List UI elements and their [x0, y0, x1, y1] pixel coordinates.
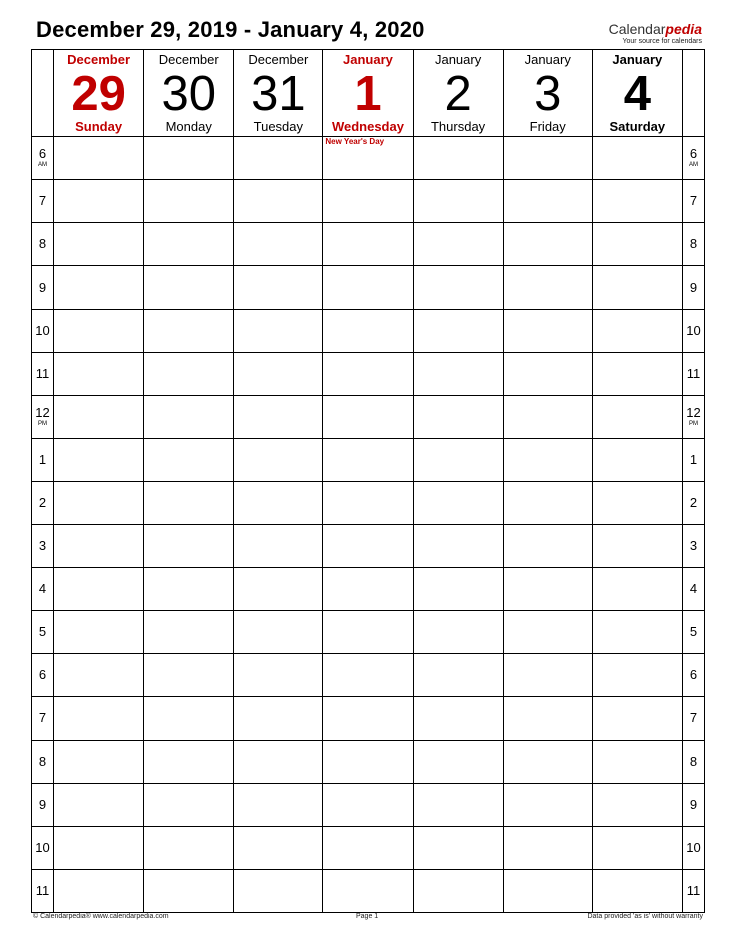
hour-number: 10	[35, 839, 50, 855]
hour-number: 11	[35, 365, 50, 381]
day-header-wednesday[interactable]	[323, 50, 413, 137]
time-label-right	[682, 568, 704, 611]
hour-number: 12	[35, 404, 50, 420]
time-slot-cell[interactable]	[503, 395, 592, 438]
hour-row	[32, 438, 705, 481]
time-slot-cell[interactable]	[323, 180, 413, 223]
hour-row	[32, 611, 705, 654]
time-slot-cell[interactable]	[234, 611, 323, 654]
time-slot-cell[interactable]	[503, 266, 592, 309]
time-slot-cell[interactable]	[54, 223, 144, 266]
time-slot-cell[interactable]	[413, 438, 503, 481]
hour-number: 1	[689, 451, 698, 467]
time-slot-cell[interactable]	[54, 869, 144, 912]
day-number: 3	[534, 67, 562, 121]
time-slot-cell[interactable]	[323, 697, 413, 740]
time-slot-cell[interactable]	[54, 740, 144, 783]
time-slot-cell[interactable]	[503, 826, 592, 869]
time-label-left	[32, 180, 54, 223]
time-slot-cell[interactable]	[234, 481, 323, 524]
time-slot-cell[interactable]	[503, 525, 592, 568]
month-label: January	[343, 52, 393, 67]
time-label-left	[32, 352, 54, 395]
time-slot-cell[interactable]	[323, 783, 413, 826]
time-slot-cell[interactable]	[234, 568, 323, 611]
time-slot-cell[interactable]	[592, 395, 682, 438]
time-slot-cell[interactable]	[234, 697, 323, 740]
hour-row	[32, 395, 705, 438]
weekday-label: Wednesday	[331, 119, 404, 134]
time-label-left	[32, 697, 54, 740]
time-slot-cell[interactable]	[144, 783, 234, 826]
time-slot-cell[interactable]	[503, 654, 592, 697]
time-slot-cell[interactable]	[323, 869, 413, 912]
time-label-left	[32, 266, 54, 309]
time-slot-cell[interactable]	[54, 395, 144, 438]
time-slot-cell[interactable]	[234, 525, 323, 568]
time-label-right	[682, 137, 704, 180]
time-slot-cell[interactable]	[144, 266, 234, 309]
time-slot-cell[interactable]	[503, 783, 592, 826]
header-corner-right	[682, 50, 704, 137]
time-slot-cell[interactable]	[54, 137, 144, 180]
time-slot-cell[interactable]	[503, 568, 592, 611]
time-slot-cell[interactable]	[234, 654, 323, 697]
time-label-left	[32, 654, 54, 697]
time-label-left	[32, 740, 54, 783]
hour-number: 10	[686, 322, 701, 338]
time-slot-cell[interactable]	[234, 352, 323, 395]
time-slot-cell[interactable]	[592, 869, 682, 912]
time-label-right	[682, 266, 704, 309]
hour-row	[32, 740, 705, 783]
time-slot-cell[interactable]	[144, 740, 234, 783]
time-label-left	[32, 137, 54, 180]
time-slot-cell[interactable]	[592, 223, 682, 266]
time-slot-cell[interactable]	[144, 352, 234, 395]
day-number: 1	[354, 67, 382, 121]
footer-disclaimer: Data provided 'as is' without warranty	[587, 913, 703, 920]
hour-number: 7	[689, 710, 698, 726]
am-pm-marker: AM	[688, 162, 698, 169]
hour-row	[32, 352, 705, 395]
time-slot-cell[interactable]	[54, 525, 144, 568]
time-slot-cell[interactable]	[413, 611, 503, 654]
time-slot-cell[interactable]	[54, 783, 144, 826]
day-number: 2	[444, 67, 472, 121]
month-label: December	[158, 52, 219, 67]
time-label-left	[32, 525, 54, 568]
time-slot-cell[interactable]	[234, 223, 323, 266]
time-label-left	[32, 826, 54, 869]
hour-number: 7	[38, 193, 47, 209]
time-slot-cell[interactable]	[413, 223, 503, 266]
time-slot-cell[interactable]	[413, 266, 503, 309]
weekday-label: Friday	[529, 119, 566, 134]
hour-number: 8	[38, 236, 47, 252]
time-slot-cell[interactable]	[144, 869, 234, 912]
brand-tagline: Your source for calendars	[622, 38, 702, 45]
time-slot-cell[interactable]	[54, 309, 144, 352]
time-slot-cell[interactable]	[592, 826, 682, 869]
time-slot-cell[interactable]	[144, 438, 234, 481]
time-slot-cell[interactable]	[592, 481, 682, 524]
time-slot-cell[interactable]	[592, 611, 682, 654]
time-slot-cell[interactable]	[54, 697, 144, 740]
hour-number: 2	[689, 494, 698, 510]
hour-number: 12	[686, 404, 701, 420]
hour-number: 10	[686, 839, 701, 855]
time-slot-cell[interactable]	[592, 740, 682, 783]
am-pm-marker: PM	[38, 420, 48, 427]
time-label-left	[32, 438, 54, 481]
time-label-right	[682, 525, 704, 568]
time-slot-cell[interactable]	[54, 826, 144, 869]
time-slot-cell[interactable]	[592, 697, 682, 740]
time-label-right	[682, 783, 704, 826]
brand-logo[interactable]	[609, 22, 702, 45]
hour-row	[32, 180, 705, 223]
time-slot-cell[interactable]	[503, 137, 592, 180]
time-slot-cell[interactable]	[234, 783, 323, 826]
time-slot-cell[interactable]	[413, 654, 503, 697]
hour-number: 3	[689, 538, 698, 554]
hour-row	[32, 783, 705, 826]
time-slot-cell[interactable]	[234, 740, 323, 783]
time-label-right	[682, 223, 704, 266]
day-header-thursday[interactable]	[413, 50, 503, 137]
hour-number: 8	[689, 236, 698, 252]
time-label-right	[682, 654, 704, 697]
hour-number: 3	[38, 538, 47, 554]
time-slot-cell[interactable]	[413, 826, 503, 869]
time-slot-cell[interactable]	[144, 395, 234, 438]
time-label-right	[682, 438, 704, 481]
time-slot-cell[interactable]	[234, 309, 323, 352]
weekly-schedule-grid	[31, 49, 705, 913]
time-slot-cell[interactable]	[234, 266, 323, 309]
time-slot-cell[interactable]	[592, 783, 682, 826]
time-slot-cell[interactable]	[503, 180, 592, 223]
footer-page-number: Page 1	[356, 913, 379, 920]
hour-number: 4	[689, 581, 698, 597]
time-label-left	[32, 309, 54, 352]
day-header-tuesday[interactable]	[234, 50, 323, 137]
time-slot-cell[interactable]	[413, 697, 503, 740]
time-label-right	[682, 309, 704, 352]
time-slot-cell[interactable]	[323, 309, 413, 352]
time-slot-cell[interactable]	[323, 438, 413, 481]
time-slot-cell[interactable]	[234, 137, 323, 180]
time-slot-cell[interactable]	[503, 697, 592, 740]
hour-number: 1	[38, 451, 47, 467]
weekday-label: Sunday	[75, 119, 123, 134]
time-label-right	[682, 740, 704, 783]
time-slot-cell[interactable]	[323, 826, 413, 869]
hour-row	[32, 568, 705, 611]
time-slot-cell[interactable]	[503, 869, 592, 912]
am-pm-marker: PM	[688, 420, 698, 427]
time-slot-cell[interactable]	[234, 826, 323, 869]
hour-number: 9	[689, 279, 698, 295]
time-slot-cell[interactable]	[54, 352, 144, 395]
time-slot-cell[interactable]	[323, 352, 413, 395]
time-slot-cell[interactable]	[503, 438, 592, 481]
time-slot-cell[interactable]	[54, 438, 144, 481]
hour-number: 5	[38, 624, 47, 640]
time-slot-cell[interactable]	[503, 223, 592, 266]
time-slot-cell[interactable]	[323, 525, 413, 568]
time-slot-cell[interactable]	[323, 266, 413, 309]
weekday-label: Monday	[165, 119, 212, 134]
hour-number: 7	[689, 193, 698, 209]
time-slot-cell[interactable]	[54, 654, 144, 697]
holiday-label: New Year's Day	[325, 137, 385, 147]
footer-copyright: © Calendarpedia® www.calendarpedia.com	[33, 913, 169, 920]
time-slot-cell[interactable]	[144, 180, 234, 223]
time-slot-cell[interactable]	[592, 137, 682, 180]
time-slot-cell[interactable]	[413, 481, 503, 524]
hour-row	[32, 309, 705, 352]
hour-number: 6	[38, 667, 47, 683]
hour-number: 11	[35, 882, 50, 898]
time-slot-cell[interactable]	[144, 137, 234, 180]
day-header-sunday[interactable]	[54, 50, 144, 137]
hour-number: 11	[686, 882, 701, 898]
brand-name-main: Calendar	[608, 21, 666, 37]
time-slot-cell[interactable]	[592, 525, 682, 568]
hour-row	[32, 481, 705, 524]
time-slot-cell[interactable]	[144, 611, 234, 654]
hour-number: 2	[38, 494, 47, 510]
time-slot-cell[interactable]	[592, 568, 682, 611]
day-header-friday[interactable]	[503, 50, 592, 137]
hour-number: 10	[35, 322, 50, 338]
time-slot-cell[interactable]	[413, 180, 503, 223]
hour-number: 8	[689, 753, 698, 769]
hour-row	[32, 869, 705, 912]
day-number: 30	[161, 67, 216, 121]
time-label-right	[682, 869, 704, 912]
time-slot-cell[interactable]	[234, 438, 323, 481]
time-slot-cell[interactable]	[54, 180, 144, 223]
hour-row	[32, 697, 705, 740]
time-label-left	[32, 395, 54, 438]
time-slot-cell[interactable]	[323, 611, 413, 654]
time-slot-cell[interactable]	[144, 654, 234, 697]
hour-row	[32, 137, 705, 180]
month-label: January	[524, 52, 571, 67]
time-slot-cell[interactable]	[323, 654, 413, 697]
time-slot-cell[interactable]	[592, 266, 682, 309]
time-slot-cell[interactable]	[413, 783, 503, 826]
time-slot-cell[interactable]	[144, 223, 234, 266]
hour-number: 9	[689, 796, 698, 812]
time-slot-cell[interactable]	[413, 568, 503, 611]
day-header-saturday[interactable]	[592, 50, 682, 137]
time-slot-cell[interactable]	[503, 309, 592, 352]
time-slot-cell[interactable]	[413, 740, 503, 783]
day-number: 29	[71, 67, 126, 121]
time-label-left	[32, 223, 54, 266]
hour-row	[32, 826, 705, 869]
time-slot-cell[interactable]	[413, 352, 503, 395]
hour-number: 6	[689, 146, 698, 162]
weekday-label: Thursday	[430, 119, 486, 134]
time-slot-cell[interactable]	[54, 611, 144, 654]
hour-row	[32, 525, 705, 568]
hour-number: 7	[38, 710, 47, 726]
hour-number: 6	[689, 667, 698, 683]
time-slot-cell[interactable]	[144, 826, 234, 869]
time-label-right	[682, 352, 704, 395]
time-slot-cell[interactable]	[144, 309, 234, 352]
brand-name-accent: pedia	[665, 21, 702, 37]
time-slot-cell[interactable]	[54, 481, 144, 524]
time-slot-cell[interactable]	[234, 395, 323, 438]
time-slot-cell[interactable]	[592, 352, 682, 395]
time-slot-cell[interactable]	[54, 568, 144, 611]
time-slot-cell[interactable]	[54, 266, 144, 309]
hour-number: 9	[38, 796, 47, 812]
time-label-right	[682, 697, 704, 740]
time-slot-cell[interactable]	[323, 223, 413, 266]
hour-number: 9	[38, 279, 47, 295]
time-slot-cell[interactable]	[592, 309, 682, 352]
month-label: December	[67, 52, 131, 67]
weekday-label: Tuesday	[253, 119, 304, 134]
time-label-right	[682, 395, 704, 438]
time-slot-cell[interactable]	[144, 697, 234, 740]
time-label-right	[682, 180, 704, 223]
time-slot-cell[interactable]	[413, 395, 503, 438]
time-label-left	[32, 611, 54, 654]
hour-number: 8	[38, 753, 47, 769]
hour-row	[32, 654, 705, 697]
time-slot-cell[interactable]	[323, 740, 413, 783]
time-slot-cell[interactable]	[503, 352, 592, 395]
time-label-left	[32, 783, 54, 826]
time-slot-cell[interactable]	[592, 180, 682, 223]
time-label-left	[32, 869, 54, 912]
time-slot-cell[interactable]	[234, 869, 323, 912]
header-row	[32, 50, 705, 137]
time-slot-cell[interactable]	[592, 654, 682, 697]
am-pm-marker: AM	[38, 162, 48, 169]
time-slot-cell[interactable]	[413, 525, 503, 568]
time-slot-cell[interactable]	[413, 309, 503, 352]
time-slot-cell[interactable]	[503, 611, 592, 654]
hour-number: 11	[686, 365, 701, 381]
time-slot-cell[interactable]	[323, 568, 413, 611]
month-label: January	[612, 52, 663, 67]
time-slot-cell[interactable]	[234, 180, 323, 223]
time-label-right	[682, 611, 704, 654]
time-label-right	[682, 481, 704, 524]
day-number: 31	[251, 67, 306, 121]
time-slot-cell[interactable]	[592, 438, 682, 481]
header-corner-left	[32, 50, 54, 137]
hour-number: 5	[689, 624, 698, 640]
hour-number: 6	[38, 146, 47, 162]
time-slot-cell[interactable]	[413, 869, 503, 912]
page-title: December 29, 2019 - January 4, 2020	[36, 17, 425, 42]
hour-row	[32, 223, 705, 266]
time-label-left	[32, 481, 54, 524]
time-slot-cell[interactable]	[323, 395, 413, 438]
day-number: 4	[623, 67, 651, 121]
month-label: December	[248, 52, 309, 67]
time-label-left	[32, 568, 54, 611]
time-slot-cell[interactable]	[323, 481, 413, 524]
time-slot-cell[interactable]	[503, 740, 592, 783]
time-slot-cell[interactable]	[413, 137, 503, 180]
time-slot-cell[interactable]	[144, 568, 234, 611]
hour-row	[32, 266, 705, 309]
time-slot-cell[interactable]	[503, 481, 592, 524]
time-slot-cell[interactable]	[144, 481, 234, 524]
hour-number: 4	[38, 581, 47, 597]
brand-name	[609, 22, 702, 36]
weekday-label: Saturday	[609, 119, 666, 134]
time-slot-cell[interactable]	[144, 525, 234, 568]
month-label: January	[434, 52, 482, 67]
time-slot-cell[interactable]	[323, 137, 413, 180]
day-header-monday[interactable]	[144, 50, 234, 137]
time-label-right	[682, 826, 704, 869]
